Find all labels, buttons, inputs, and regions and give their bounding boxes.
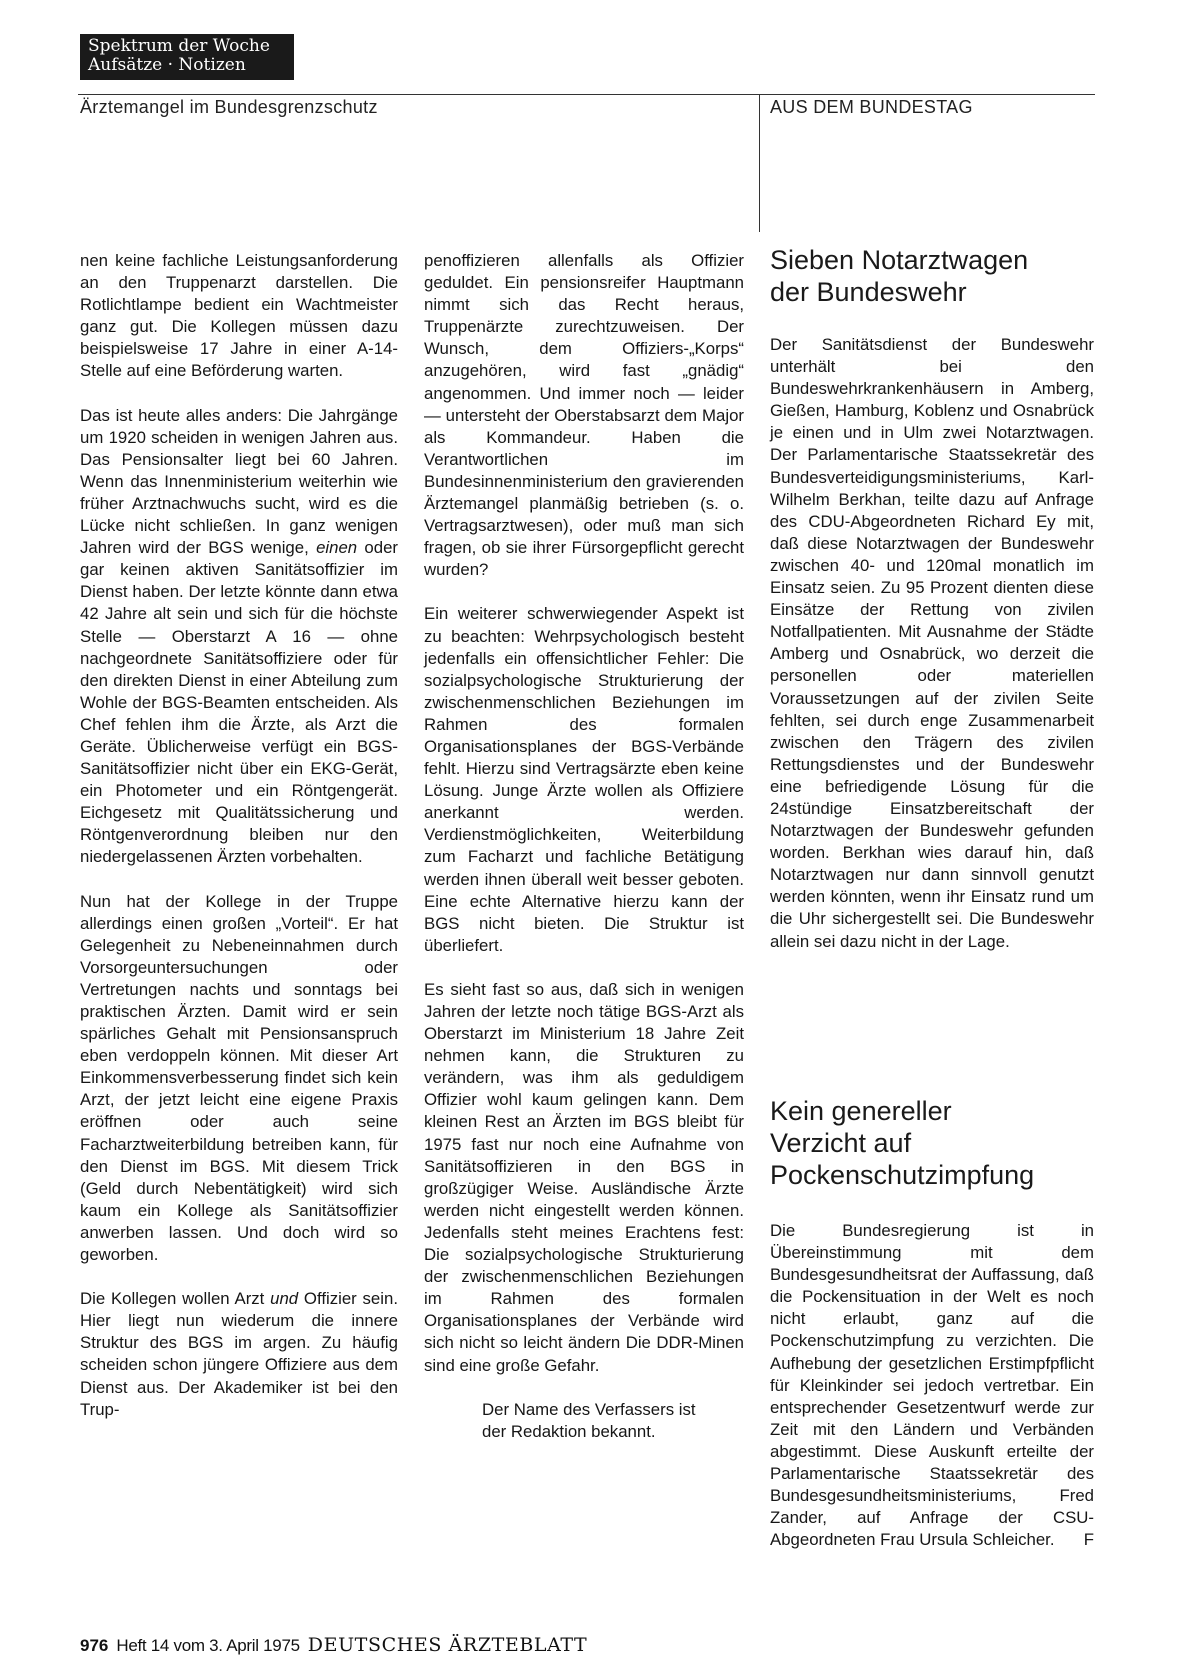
news-body-1 [770,334,1094,953]
paragraph: Es sieht fast so aus, daß sich in wenigen Jahren der letzte noch tätige BGS-Arzt als Oberstarzt im Ministerium 18 Jahre Zeit nehmen kann, die Strukturen zu verändern, was ihm als geduldigem Offizier wohl kaum gelingen kann. Dem kleinen Rest an Ärzten im BGS bleibt für 1975 fast nur noch eine Aufnahme von Sanitätsoffizieren in den BGS in großzügiger Weise. Ausländische Ärzte werden nicht eingestellt werden können. Jedenfalls steht meines Erachtens fest: Die sozialpsychologische Strukturierung der zwischenmenschlichen Beziehungen im Rahmen des formalen Organisationsplanes der Verbände wird sich nicht so leicht ändern Die DDR-Minen sind eine große Gefahr. [424,979,744,1375]
paragraph: penoffizieren allenfalls als Offizier geduldet. Ein pensionsreifer Hauptmann nimmt sich das Recht heraus, Truppenärzte zurechtzuweisen. Der Wunsch, dem Offiziers-„Korps“ anzugehören, wird fast „gnädig“ angenommen. Und immer noch — leider — untersteht der Oberstabsarzt dem Major als Kommandeur. Haben die Verantwortlichen im Bundesinnenministerium den gravierenden Ärztemangel planmäßig betrieben (s. o. Vertragsarztwesen), oder muß man sich fragen, ob sie ihrer Fürsorgepflicht gerecht wurden? [424,251,744,580]
headline-line: Kein genereller [770,1096,952,1126]
text-run: Das ist heute alles anders: Die Jahrgänge um 1920 scheiden in wenigen Jahren aus. Das Pensionsalter liegt bei 60 Jahren. Wenn das Innenministerium weiterhin wie früher Arztnachwuchs sucht, wird es die Lücke nicht schließen. In ganz wenigen Jahren wird der BGS wenige, [80,405,398,558]
article-column-1 [80,250,398,1421]
author-note-line-1: Der Name des Verfassers ist [482,1399,696,1419]
paragraph: Nun hat der Kollege in der Truppe allerdings einen großen „Vorteil“. Er hat Gelegenheit zu Nebeneinnahmen durch Vorsorgeuntersuchungen oder Vertretungen nachts und sonntags bei praktischen Ärzten. Damit wird er sein spärliches Gehalt mit Pensionsanspruch eben verdoppeln können. Mit dieser Art Einkommensverbesserung findet sich kein Arzt, der jetzt leicht eine eigene Praxis eröffnen oder auch seine Facharztweiterbildung betreiben kann, für den Dienst im BGS. Mit diesem Trick (Geld durch Nebentätigkeit) wird sich kaum ein Kollege als Sanitätsoffizier anwerben lassen. Und doch wird so geworben. [80,891,398,1265]
paragraph: nen keine fachliche Leistungsanforderung an den Truppenarzt darstellen. Die Rotlichtlampe bedient ein Wachtmeister ganz gut. Die Kollegen müssen dazu beispielsweise 17 Jahre in einer A-14-Stelle auf eine Beförderung warten. [80,251,398,381]
author-note [424,1399,744,1443]
text-run: Die Kollegen wollen Arzt [80,1289,271,1309]
news-headline-2 [770,1095,1100,1191]
emphasis: und [270,1289,299,1309]
headline-line: Pockenschutzimpfung [770,1160,1035,1190]
article-column-2 [424,250,744,1443]
rubric-line-1: Spektrum der Woche [88,36,270,56]
paragraph [770,1220,1094,1551]
author-note-line-2: der Redaktion bekannt. [482,1421,656,1441]
paragraph [80,405,398,869]
section-rubric [80,34,294,80]
rubric-line-2: Aufsätze · Notizen [88,55,246,75]
article-topic: Ärztemangel im Bundesgrenzschutz [80,97,378,117]
text-run: Die Bundesregierung ist in Übereinstimmung mit dem Bundesgesundheitsrat der Auffassung, daß die Pockensituation in der Welt es noch nicht erlaubt, ganz auf die Pockenschutzimpfung zu verzichten. Die Aufhebung der gesetzlichen Erstimpfpflicht für Kleinkinder sei jedoch vertretbar. Ein entsprechender Gesetzentwurf werde zur Zeit mit den Ländern und Verbänden abgestimmt. Diese Auskunft erteilte der Parlamentarische Staatssekretär des Bundesgesundheitsministeriums, Fred Zander, auf Anfrage der CSU-Abgeordneten Frau Ursula Schleicher. [770,1221,1094,1550]
headline-line: Sieben Notarztwagen [770,245,1029,275]
news-body-2 [770,1220,1094,1551]
headline-line: Verzicht auf [770,1128,912,1158]
masthead: DEUTSCHES ÄRZTEBLATT [307,1634,588,1656]
author-mark: F [1083,1530,1094,1550]
headline-line: der Bundeswehr [770,277,967,307]
text-run: oder gar keinen aktiven Sanitätsoffizier im Dienst haben. Der letzte könnte dann etwa 42 Jahre alt sein und sich für die höchste Stelle — Oberstarzt A 16 — ohne nachgeordnete Sanitätsoffiziere oder für den direkten Dienst in einer Abteilung zum Wohle der BGS-Beamten entscheiden. Als Chef fehlen ihm die Ärzte, als Arzt die Geräte. Üblicherweise verfügt ein BGS-Sanitätsoffizier nicht über ein EKG-Gerät, ein Photometer und ein Röntgengerät. Eichgesetz mit Qualitätssicherung und Röntgenverordnung bleiben nur den niedergelassenen Ärzten vorbehalten. [80,538,398,867]
paragraph: Der Sanitätsdienst der Bundeswehr unterhält bei den Bundeswehrkrankenhäusern in Amberg, Gießen, Hamburg, Koblenz und Osnabrück je einen und in Ulm zwei Notarztwagen. Der Parlamentarische Staatssekretär des Bundesverteidigungsministeriums, Karl-Wilhelm Berkhan, teilte dazu auf Anfrage des CDU-Abgeordneten Richard Ey mit, daß diese Notarztwagen der Bundeswehr zwischen 40- und 120mal monatlich im Einsatz seien. Zu 95 Prozent dienten diese Einsätze der Rettung von zivilen Notfallpatienten. Mit Ausnahme der Städte Amberg und Osnabrück, wo derzeit die personellen oder materiellen Voraussetzungen auf der zivilen Seite fehlten, sei durch enge Zusammenarbeit zwischen den Trägern des zivilen Rettungsdienstes und der Bundeswehr eine befriedigende Lösung für die 24stündige Einsatzbereitschaft der Notarztwagen der Bundeswehr gefunden worden. Berkhan wies darauf hin, daß Notarztwagen nur dann sinnvoll genutzt werden könnten, wenn ihr Einsatz rund um die Uhr sichergestellt sei. Die Bundeswehr allein sei dazu nicht in der Lage. [770,335,1094,951]
issue-info: Heft 14 vom 3. April 1975 [116,1636,300,1655]
text-run: Offizier sein. Hier liegt nun wiederum die innere Struktur des BGS im argen. Zu häufig scheiden schon jüngere Offiziere aus dem Dienst aus. Der Akademiker ist bei den Trup- [80,1289,398,1419]
page-number: 976 [80,1636,109,1655]
paragraph: Ein weiterer schwerwiegender Aspekt ist zu beachten: Wehrpsychologisch besteht jedenfalls ein offensichtlicher Fehler: Die sozialpsychologische Strukturierung der zwischenmenschlichen Beziehungen im Rahmen des formalen Organisationsplanes der BGS-Verbände fehlt. Hierzu sind Vertragsärzte eben keine Lösung. Junge Ärzte wollen als Offiziere anerkannt werden. Verdienstmöglichkeiten, Weiterbildung zum Facharzt und fachliche Betätigung werden ihnen überall weit besser geboten. Eine echte Alternative hierzu kann der BGS nicht bieten. Die Struktur ist überliefert. [424,604,744,955]
emphasis: einen [316,538,358,558]
news-headline-1 [770,244,1100,308]
column-divider [759,94,760,232]
header-rule [78,94,1095,95]
section-topic: AUS DEM BUNDESTAG [770,97,973,117]
page-footer [80,1634,587,1656]
paragraph [80,1288,398,1421]
